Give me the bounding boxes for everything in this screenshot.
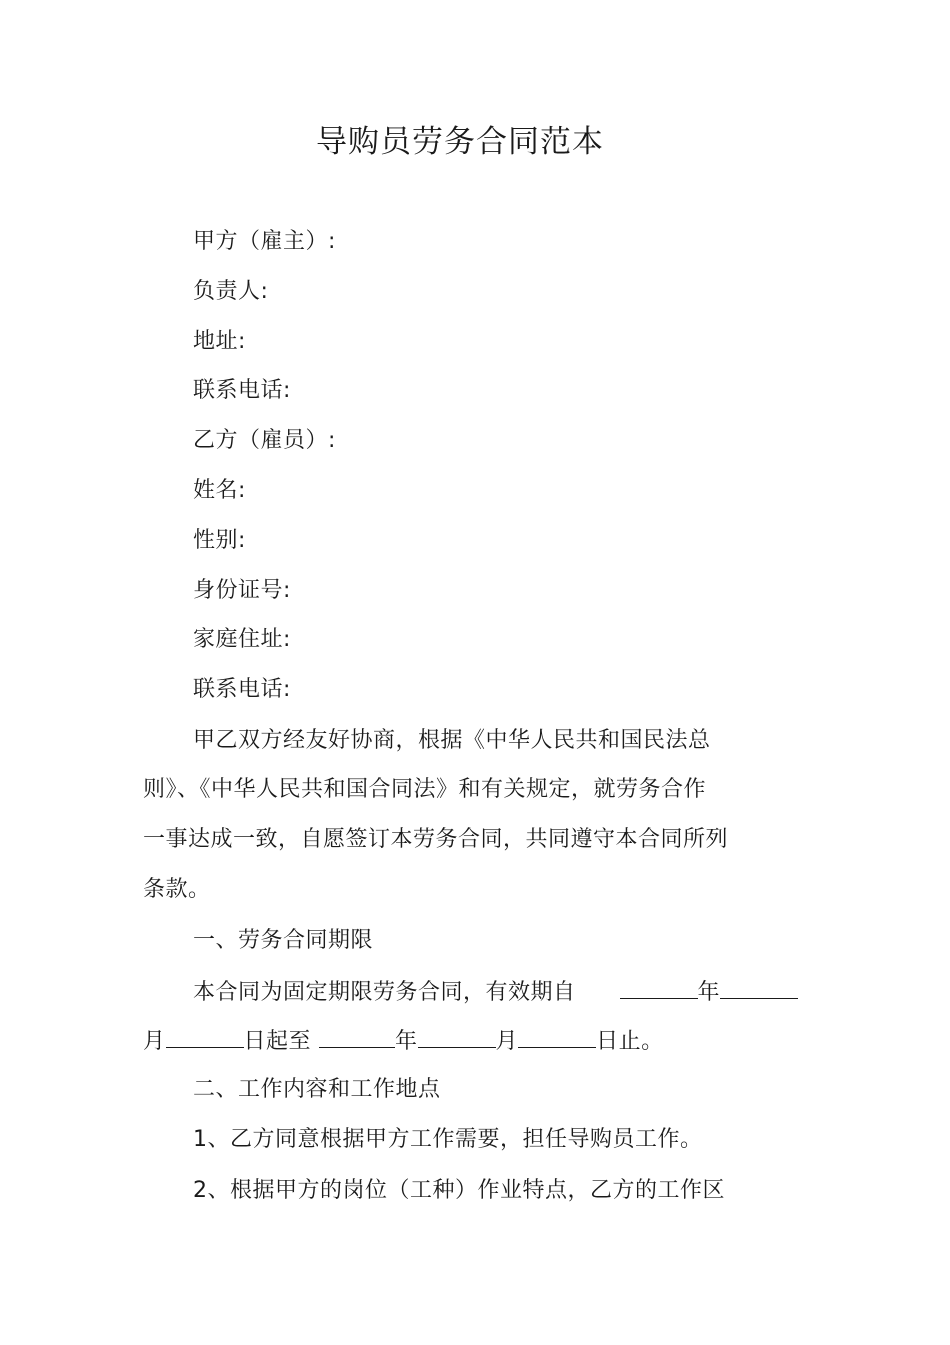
end-day-label: 日止。	[596, 1029, 664, 1054]
party-a-heading: 甲方（雇主）:	[193, 229, 336, 254]
term-line-2	[143, 1025, 664, 1057]
party-a-phone-label: 联系电话:	[193, 378, 291, 403]
preamble-line-4: 条款。	[143, 877, 211, 902]
party-b-heading: 乙方（雇员）:	[193, 428, 336, 453]
end-day-blank[interactable]	[518, 1025, 596, 1048]
end-month-label: 月	[495, 1029, 519, 1054]
start-day-label: 日起至	[243, 1029, 312, 1054]
end-year-label: 年	[395, 1029, 418, 1054]
start-year-blank[interactable]	[620, 976, 698, 999]
start-month-blank[interactable]	[720, 976, 798, 999]
preamble-line-1: 甲乙双方经友好协商，根据《中华人民共和国民法总	[193, 728, 711, 753]
section-2-heading: 二、工作内容和工作地点	[193, 1077, 441, 1102]
document-title: 导购员劳务合同范本	[316, 124, 604, 160]
end-year-blank[interactable]	[319, 1025, 395, 1048]
start-day-blank[interactable]	[166, 1025, 244, 1048]
section-2-item-1: 1、乙方同意根据甲方工作需要，担任导购员工作。	[193, 1127, 703, 1152]
party-b-id-label: 身份证号:	[193, 578, 291, 603]
end-month-blank[interactable]	[418, 1025, 496, 1048]
party-a-principal-label: 负责人:	[193, 279, 269, 304]
party-b-phone-label: 联系电话:	[193, 677, 291, 702]
start-year-label: 年	[697, 980, 721, 1005]
preamble-line-3: 一事达成一致，自愿签订本劳务合同，共同遵守本合同所列	[143, 827, 729, 852]
party-b-gender-label: 性别:	[193, 528, 246, 553]
party-b-home-address-label: 家庭住址:	[193, 627, 291, 652]
preamble-line-2: 则》、《中华人民共和国合同法》和有关规定，就劳务合作	[143, 777, 707, 802]
term-line-1	[193, 976, 798, 1008]
party-b-name-label: 姓名:	[193, 478, 246, 503]
start-month-label: 月	[143, 1029, 166, 1054]
section-2-item-2: 2、根据甲方的岗位（工种）作业特点，乙方的工作区	[193, 1178, 725, 1203]
section-1-heading: 一、劳务合同期限	[193, 928, 374, 953]
party-a-address-label: 地址:	[193, 329, 246, 354]
term-intro: 本合同为固定期限劳务合同，有效期自	[193, 980, 576, 1005]
